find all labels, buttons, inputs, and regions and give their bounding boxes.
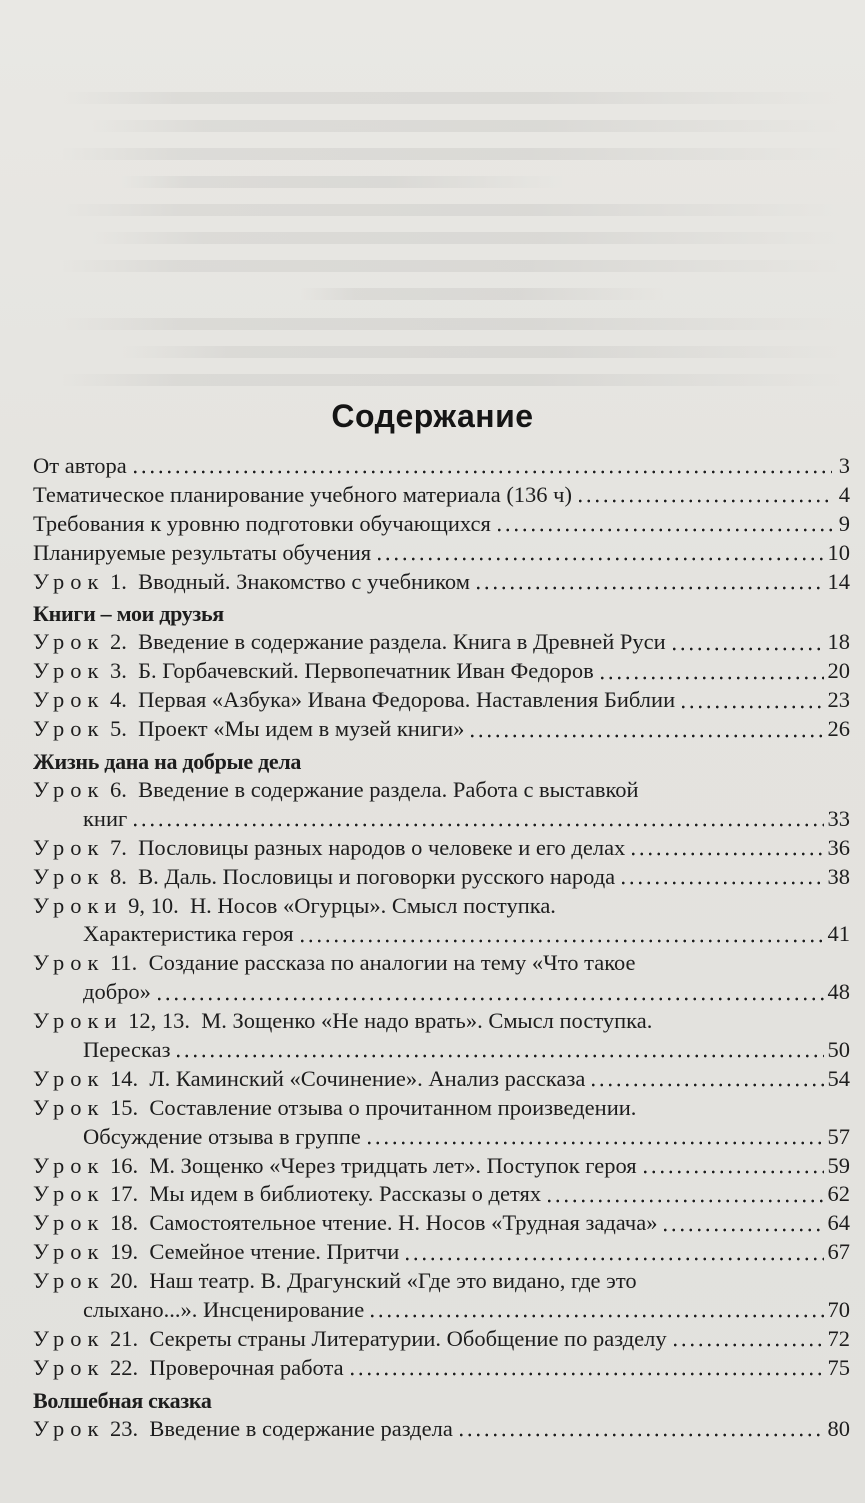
lesson-number: 16. (110, 1152, 139, 1178)
lesson-title-continued: Характеристика героя (83, 921, 294, 947)
lesson-label: Урок (33, 1181, 105, 1207)
lesson-number: 17. (110, 1181, 139, 1207)
toc-entry-lesson-11[interactable] (33, 949, 850, 1007)
lesson-number: 4. (110, 687, 127, 713)
lesson-title: Создание рассказа по аналогии на тему «Что такое (148, 950, 636, 976)
lesson-title: Пословицы разных народов о человеке и его делах (138, 834, 626, 860)
lesson-number: 20. (110, 1268, 139, 1294)
lesson-label: Урок (33, 1210, 105, 1236)
lesson-title: В. Даль. Пословицы и поговорки русского народа (138, 863, 616, 889)
section-heading-books[interactable]: Книги – мои друзья (33, 601, 224, 627)
lesson-title: Л. Каминский «Сочинение». Анализ рассказа (149, 1065, 586, 1091)
toc-page-number: 23 (827, 687, 850, 713)
toc-page-number: 14 (827, 568, 850, 594)
dot-leader (671, 1342, 824, 1348)
toc-entry-lesson-16[interactable] (33, 1152, 850, 1181)
toc-entry-lesson-2[interactable] (33, 628, 850, 657)
toc-entry-lesson-7[interactable] (33, 834, 850, 863)
toc-page-number: 18 (827, 629, 850, 655)
lesson-title: Введение в содержание раздела. Книга в Древней Руси (138, 629, 666, 655)
lesson-title: Проект «Мы идем в музей книги» (138, 716, 465, 742)
section-heading-good-deeds[interactable]: Жизнь дана на добрые дела (33, 749, 302, 775)
lesson-label: Урок (33, 863, 105, 889)
lesson-label: Урок (33, 834, 105, 860)
lesson-label: Урок (33, 950, 105, 976)
dot-leader (598, 675, 824, 681)
toc-page-number: 59 (827, 1152, 850, 1178)
lesson-number: 9, 10. (128, 892, 179, 918)
dot-leader (619, 880, 823, 886)
lesson-label: Урок (33, 777, 105, 803)
lesson-number: 12, 13. (128, 1008, 190, 1034)
lesson-title: Составление отзыва о прочитанном произведении. (149, 1094, 637, 1120)
dot-leader (468, 733, 823, 739)
toc-page-number: 62 (827, 1181, 850, 1207)
lesson-number: 23. (110, 1415, 139, 1441)
lesson-label: Урок (33, 568, 105, 594)
lesson-label: Урок (33, 1415, 105, 1441)
toc-page-number: 10 (827, 539, 850, 565)
toc-entry-requirements[interactable] (33, 510, 850, 539)
toc-page-number: 64 (827, 1210, 850, 1236)
lesson-number: 7. (110, 834, 127, 860)
dot-leader (131, 469, 832, 475)
toc-page-number: 41 (827, 921, 850, 947)
dot-leader (368, 1313, 823, 1319)
toc-page-number: 38 (827, 863, 850, 889)
lesson-number: 15. (110, 1094, 139, 1120)
lesson-number: 18. (110, 1210, 139, 1236)
toc-entry-lesson-23[interactable] (33, 1415, 850, 1444)
lesson-title: М. Зощенко «Через тридцать лет». Поступок героя (149, 1152, 637, 1178)
lesson-title: Введение в содержание раздела. Работа с выставкой (138, 777, 639, 803)
lesson-number: 22. (110, 1354, 139, 1380)
lesson-number: 3. (110, 658, 127, 684)
lesson-number: 11. (110, 950, 138, 976)
lesson-number: 5. (110, 716, 127, 742)
lesson-number: 8. (110, 863, 127, 889)
dot-leader (403, 1256, 823, 1262)
lesson-title: Мы идем в библиотеку. Рассказы о детях (149, 1181, 542, 1207)
toc-page-number: 67 (827, 1239, 850, 1265)
lesson-label: Урок (33, 1065, 105, 1091)
dot-leader (174, 1053, 823, 1059)
lesson-label: Урок (33, 1268, 105, 1294)
dot-leader (576, 498, 832, 504)
toc-page-number: 20 (827, 658, 850, 684)
toc-entry-lesson-4[interactable] (33, 686, 850, 715)
toc-page-number: 9 (838, 510, 850, 536)
lesson-label: Урок (33, 629, 105, 655)
dot-leader (589, 1082, 823, 1088)
section-heading-fairy-tale[interactable]: Волшебная сказка (33, 1387, 212, 1413)
dot-leader (348, 1371, 824, 1377)
toc-entry-lesson-9-10[interactable] (33, 892, 850, 950)
dot-leader (131, 822, 823, 828)
toc-page-number: 70 (827, 1297, 850, 1323)
toc-page-number: 57 (827, 1123, 850, 1149)
lesson-number: 1. (110, 568, 127, 594)
dot-leader (629, 851, 823, 857)
lesson-title: М. Зощенко «Не надо врать». Смысл поступка. (201, 1008, 653, 1034)
toc-page-number: 36 (827, 834, 850, 860)
toc-page-number: 54 (827, 1065, 850, 1091)
lesson-title: Самостоятельное чтение. Н. Носов «Трудная задача» (149, 1210, 658, 1236)
dot-leader (365, 1140, 824, 1146)
lesson-label: Уроки (33, 1008, 123, 1034)
toc-page-number: 4 (838, 481, 850, 507)
lesson-title-continued: Обсуждение отзыва в группе (83, 1123, 361, 1149)
lesson-label: Урок (33, 1094, 105, 1120)
lesson-number: 14. (110, 1065, 139, 1091)
lesson-title: Вводный. Знакомство с учебником (138, 568, 470, 594)
page-title: Содержание (331, 398, 534, 434)
toc-entry-lesson-19[interactable] (33, 1238, 850, 1267)
dot-leader (375, 556, 823, 562)
lesson-title: Н. Носов «Огурцы». Смысл поступка. (189, 892, 556, 918)
lesson-title: Наш театр. В. Драгунский «Где это видано, где это (149, 1268, 637, 1294)
toc-page-number: 48 (827, 979, 850, 1005)
lesson-label: Урок (33, 1239, 105, 1265)
toc-entry-text: Требования к уровню подготовки обучающихся (33, 510, 491, 536)
lesson-number: 2. (110, 629, 127, 655)
table-of-contents (33, 452, 850, 1444)
toc-entry-text: Планируемые результаты обучения (33, 539, 372, 565)
lesson-title: Б. Горбачевский. Первопечатник Иван Федоров (138, 658, 594, 684)
toc-page-number: 50 (827, 1037, 850, 1063)
toc-entry-text (33, 568, 470, 597)
toc-entry-lesson-8[interactable] (33, 863, 850, 892)
lesson-title: Проверочная работа (149, 1354, 344, 1380)
toc-entry-lesson-15[interactable] (33, 1094, 850, 1152)
toc-entry-lesson-21[interactable] (33, 1325, 850, 1354)
dot-leader (545, 1198, 823, 1204)
lesson-label: Урок (33, 658, 105, 684)
lesson-label: Урок (33, 1152, 105, 1178)
toc-entry-planning[interactable] (33, 481, 850, 510)
toc-entry-lesson-3[interactable] (33, 657, 850, 686)
toc-page-number: 26 (827, 716, 850, 742)
toc-entry-lesson-5[interactable] (33, 715, 850, 744)
lesson-title: Семейное чтение. Притчи (149, 1239, 400, 1265)
lesson-number: 19. (110, 1239, 139, 1265)
dot-leader (298, 938, 824, 944)
dot-leader (457, 1432, 824, 1438)
toc-page-number: 75 (827, 1354, 850, 1380)
dot-leader (679, 704, 823, 710)
toc-page-number: 72 (827, 1325, 850, 1351)
dot-leader (670, 646, 824, 652)
lesson-label: Урок (33, 716, 105, 742)
lesson-title-continued: книг (83, 805, 128, 831)
toc-entry-lesson-22[interactable] (33, 1354, 850, 1383)
toc-entry-text: От автора (33, 453, 127, 478)
toc-entry-results[interactable] (33, 539, 850, 568)
dot-leader (155, 996, 824, 1002)
toc-entry-lesson-1[interactable] (33, 568, 850, 597)
lesson-title-continued: добро» (83, 979, 151, 1005)
toc-entry-lesson-14[interactable] (33, 1065, 850, 1094)
lesson-title: Первая «Азбука» Ивана Федорова. Наставления Библии (138, 687, 676, 713)
lesson-number: 21. (110, 1325, 139, 1351)
toc-entry-text: Тематическое планирование учебного материала (136 ч) (33, 481, 572, 507)
lesson-title: Секреты страны Литературии. Обобщение по разделу (149, 1325, 667, 1351)
lesson-title-continued: Пересказ (83, 1037, 171, 1063)
toc-page-number: 3 (838, 453, 850, 478)
dot-leader (495, 527, 832, 533)
toc-entry-lesson-18[interactable] (33, 1209, 850, 1238)
dot-leader (661, 1227, 823, 1233)
toc-entry-lesson-6[interactable] (33, 776, 850, 834)
toc-entry-lesson-17[interactable] (33, 1180, 850, 1209)
lesson-label: Урок (33, 1325, 105, 1351)
lesson-label: Урок (33, 1354, 105, 1380)
dot-leader (474, 585, 824, 591)
lesson-title-continued: слыхано...». Инсценирование (83, 1297, 365, 1323)
lesson-label: Урок (33, 687, 105, 713)
toc-entry-author[interactable] (33, 452, 850, 481)
dot-leader (641, 1169, 824, 1175)
toc-page-number: 33 (827, 805, 850, 831)
toc-entry-lesson-12-13[interactable] (33, 1007, 850, 1065)
toc-entry-lesson-20[interactable] (33, 1267, 850, 1325)
toc-page-number: 80 (827, 1415, 850, 1441)
lesson-number: 6. (110, 777, 127, 803)
lesson-title: Введение в содержание раздела (149, 1415, 453, 1441)
lesson-label: Уроки (33, 892, 123, 918)
